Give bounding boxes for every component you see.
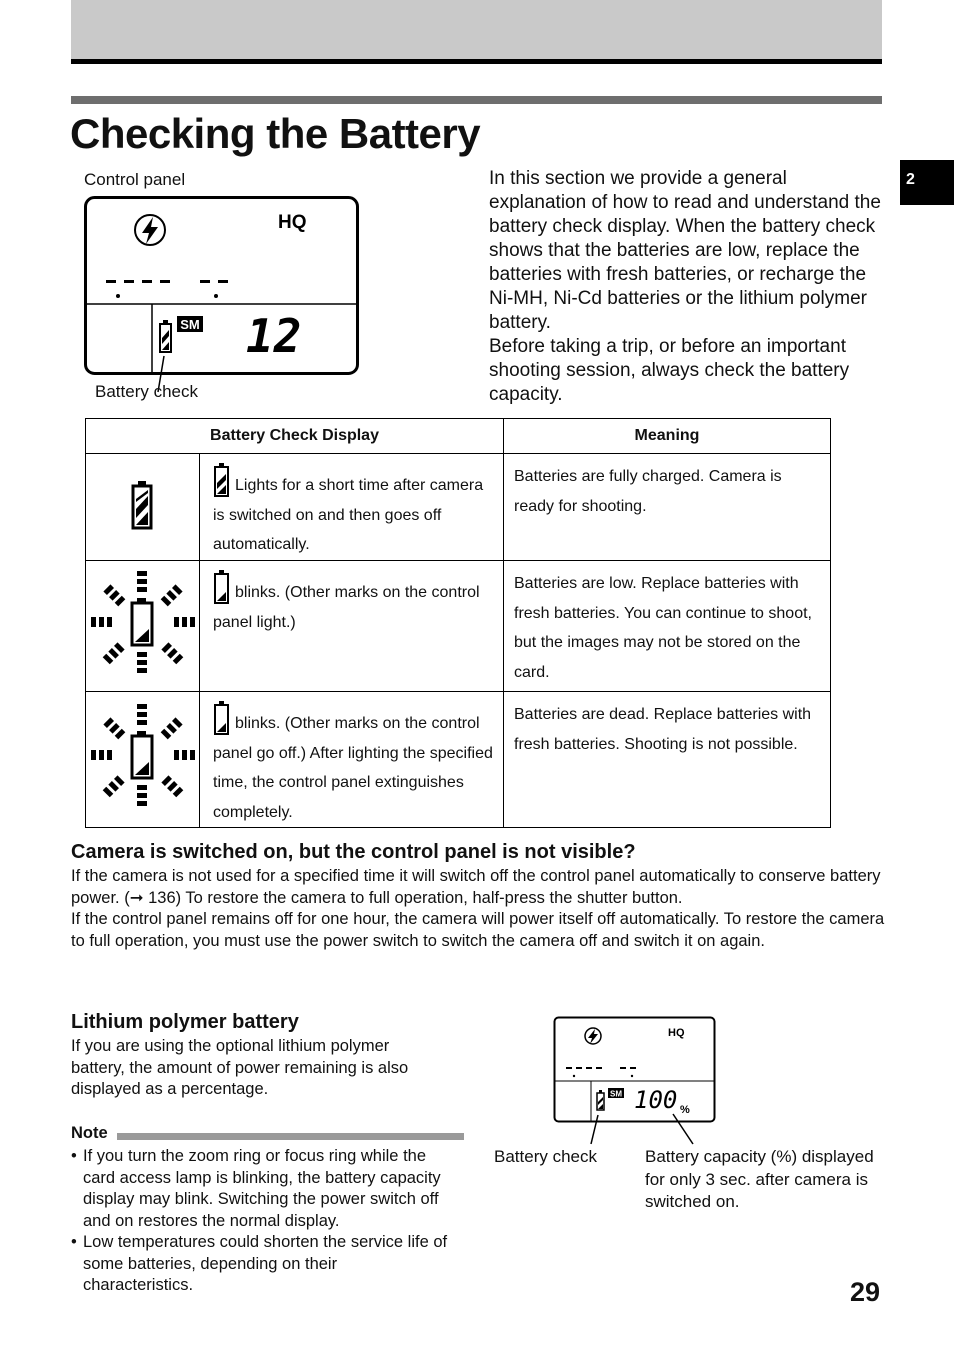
page-number: 29 — [850, 1277, 881, 1307]
table-row — [86, 692, 831, 828]
header-meaning: Meaning — [504, 419, 831, 454]
table-row — [86, 454, 831, 561]
description-text: blinks. (Other marks on the control panel go off.) After lighting the specified time, the control panel extinguishes completely. — [213, 715, 493, 821]
header-band — [71, 0, 882, 60]
sm-badge-text: SM — [180, 317, 200, 332]
header-rule — [71, 59, 882, 64]
chapter-number: 2 — [906, 171, 915, 188]
battery-dead-small-icon — [213, 700, 231, 736]
lithium-battery-check-label: Battery check — [494, 1147, 597, 1166]
percent-sign: % — [680, 1104, 690, 1116]
battery-check-table — [85, 418, 831, 828]
note-item: • If you turn the zoom ring or focus ring while the card access lamp is blinking, the battery capacity display may blink. Switching the power switch off and on restores the normal display. — [71, 1146, 451, 1232]
note-label: Note — [71, 1124, 108, 1142]
hq-indicator: HQ — [278, 212, 307, 233]
header-display: Battery Check Display — [86, 419, 504, 454]
row-meaning: Batteries are low. Replace batteries with fresh batteries. You can continue to shoot, but the images may not be stored on the card. — [504, 561, 831, 692]
battery-dead-blinking-icon — [89, 702, 197, 812]
battery-low-small-icon — [213, 569, 231, 605]
row-meaning: Batteries are dead. Replace batteries with fresh batteries. Shooting is not possible. — [504, 692, 831, 828]
battery-full-icon-cell — [86, 454, 200, 561]
battery-full-icon — [128, 479, 158, 531]
control-panel-illustration — [84, 196, 360, 408]
lithium-text: If you are using the optional lithium polymer battery, the amount of power remaining is also displayed as a percentage. — [71, 1037, 409, 1098]
title-rule — [71, 96, 882, 104]
panel-off-heading: Camera is switched on, but the control panel is not visible? — [71, 841, 636, 863]
panel-off-text — [71, 866, 886, 952]
row-description — [200, 561, 504, 692]
battery-check-label: Battery check — [95, 382, 198, 401]
capacity-caption: Battery capacity (%) displayed for only 3 sec. after camera is switched on. — [645, 1147, 874, 1211]
description-text: blinks. (Other marks on the control panel light.) — [213, 584, 480, 631]
battery-full-small-icon — [213, 462, 231, 498]
table-row — [86, 561, 831, 692]
note-bar — [117, 1133, 464, 1140]
battery-dead-icon-cell — [86, 692, 200, 828]
battery-low-icon-cell — [86, 561, 200, 692]
capacity-readout: 100 — [634, 1086, 678, 1114]
battery-icon — [160, 320, 171, 352]
control-panel-label: Control panel — [84, 170, 186, 189]
note-list — [71, 1146, 451, 1297]
page-title: Checking the Battery — [70, 110, 481, 157]
note-item: • Low temperatures could shorten the service life of some batteries, depending on their characteristics. — [71, 1232, 451, 1297]
battery-low-blinking-icon — [89, 569, 197, 679]
row-description — [200, 692, 504, 828]
chapter-tab — [900, 160, 954, 205]
hq-indicator: HQ — [668, 1027, 685, 1039]
battery-icon — [597, 1090, 604, 1110]
row-description — [200, 454, 504, 561]
intro-paragraph-2: Before taking a trip, or before an important shooting session, always check the battery capacity. — [489, 336, 850, 405]
lithium-panel-illustration — [553, 1016, 718, 1148]
row-meaning: Batteries are fully charged. Camera is ready for shooting. — [504, 454, 831, 561]
description-text: Lights for a short time after camera is switched on and then goes off automatically. — [213, 477, 484, 553]
lithium-heading: Lithium polymer battery — [71, 1011, 299, 1033]
intro-paragraph-1: In this section we provide a general explanation of how to read and understand the battery check display. When the battery check shows that the batteries are low, replace the batteries with fresh batteries, or recharge the Ni-MH, Ni-Cd batteries or the lithium polymer battery. — [489, 168, 881, 333]
panel-off-paragraph-1: If the camera is not used for a specified time it will switch off the control panel automatically to conserve battery power. (➞ 136) To restore the camera to full operation, half-press the shutter button. — [71, 867, 881, 907]
panel-off-paragraph-2: If the control panel remains off for one hour, the camera will power itself off automatically. To restore the camera to full operation, you must use the power switch to switch the camera off and switch it on again. — [71, 910, 885, 950]
table-header-row — [86, 419, 831, 454]
sm-badge-text: SM — [610, 1089, 622, 1099]
intro-text — [489, 167, 889, 407]
frame-counter: 12 — [246, 309, 302, 363]
